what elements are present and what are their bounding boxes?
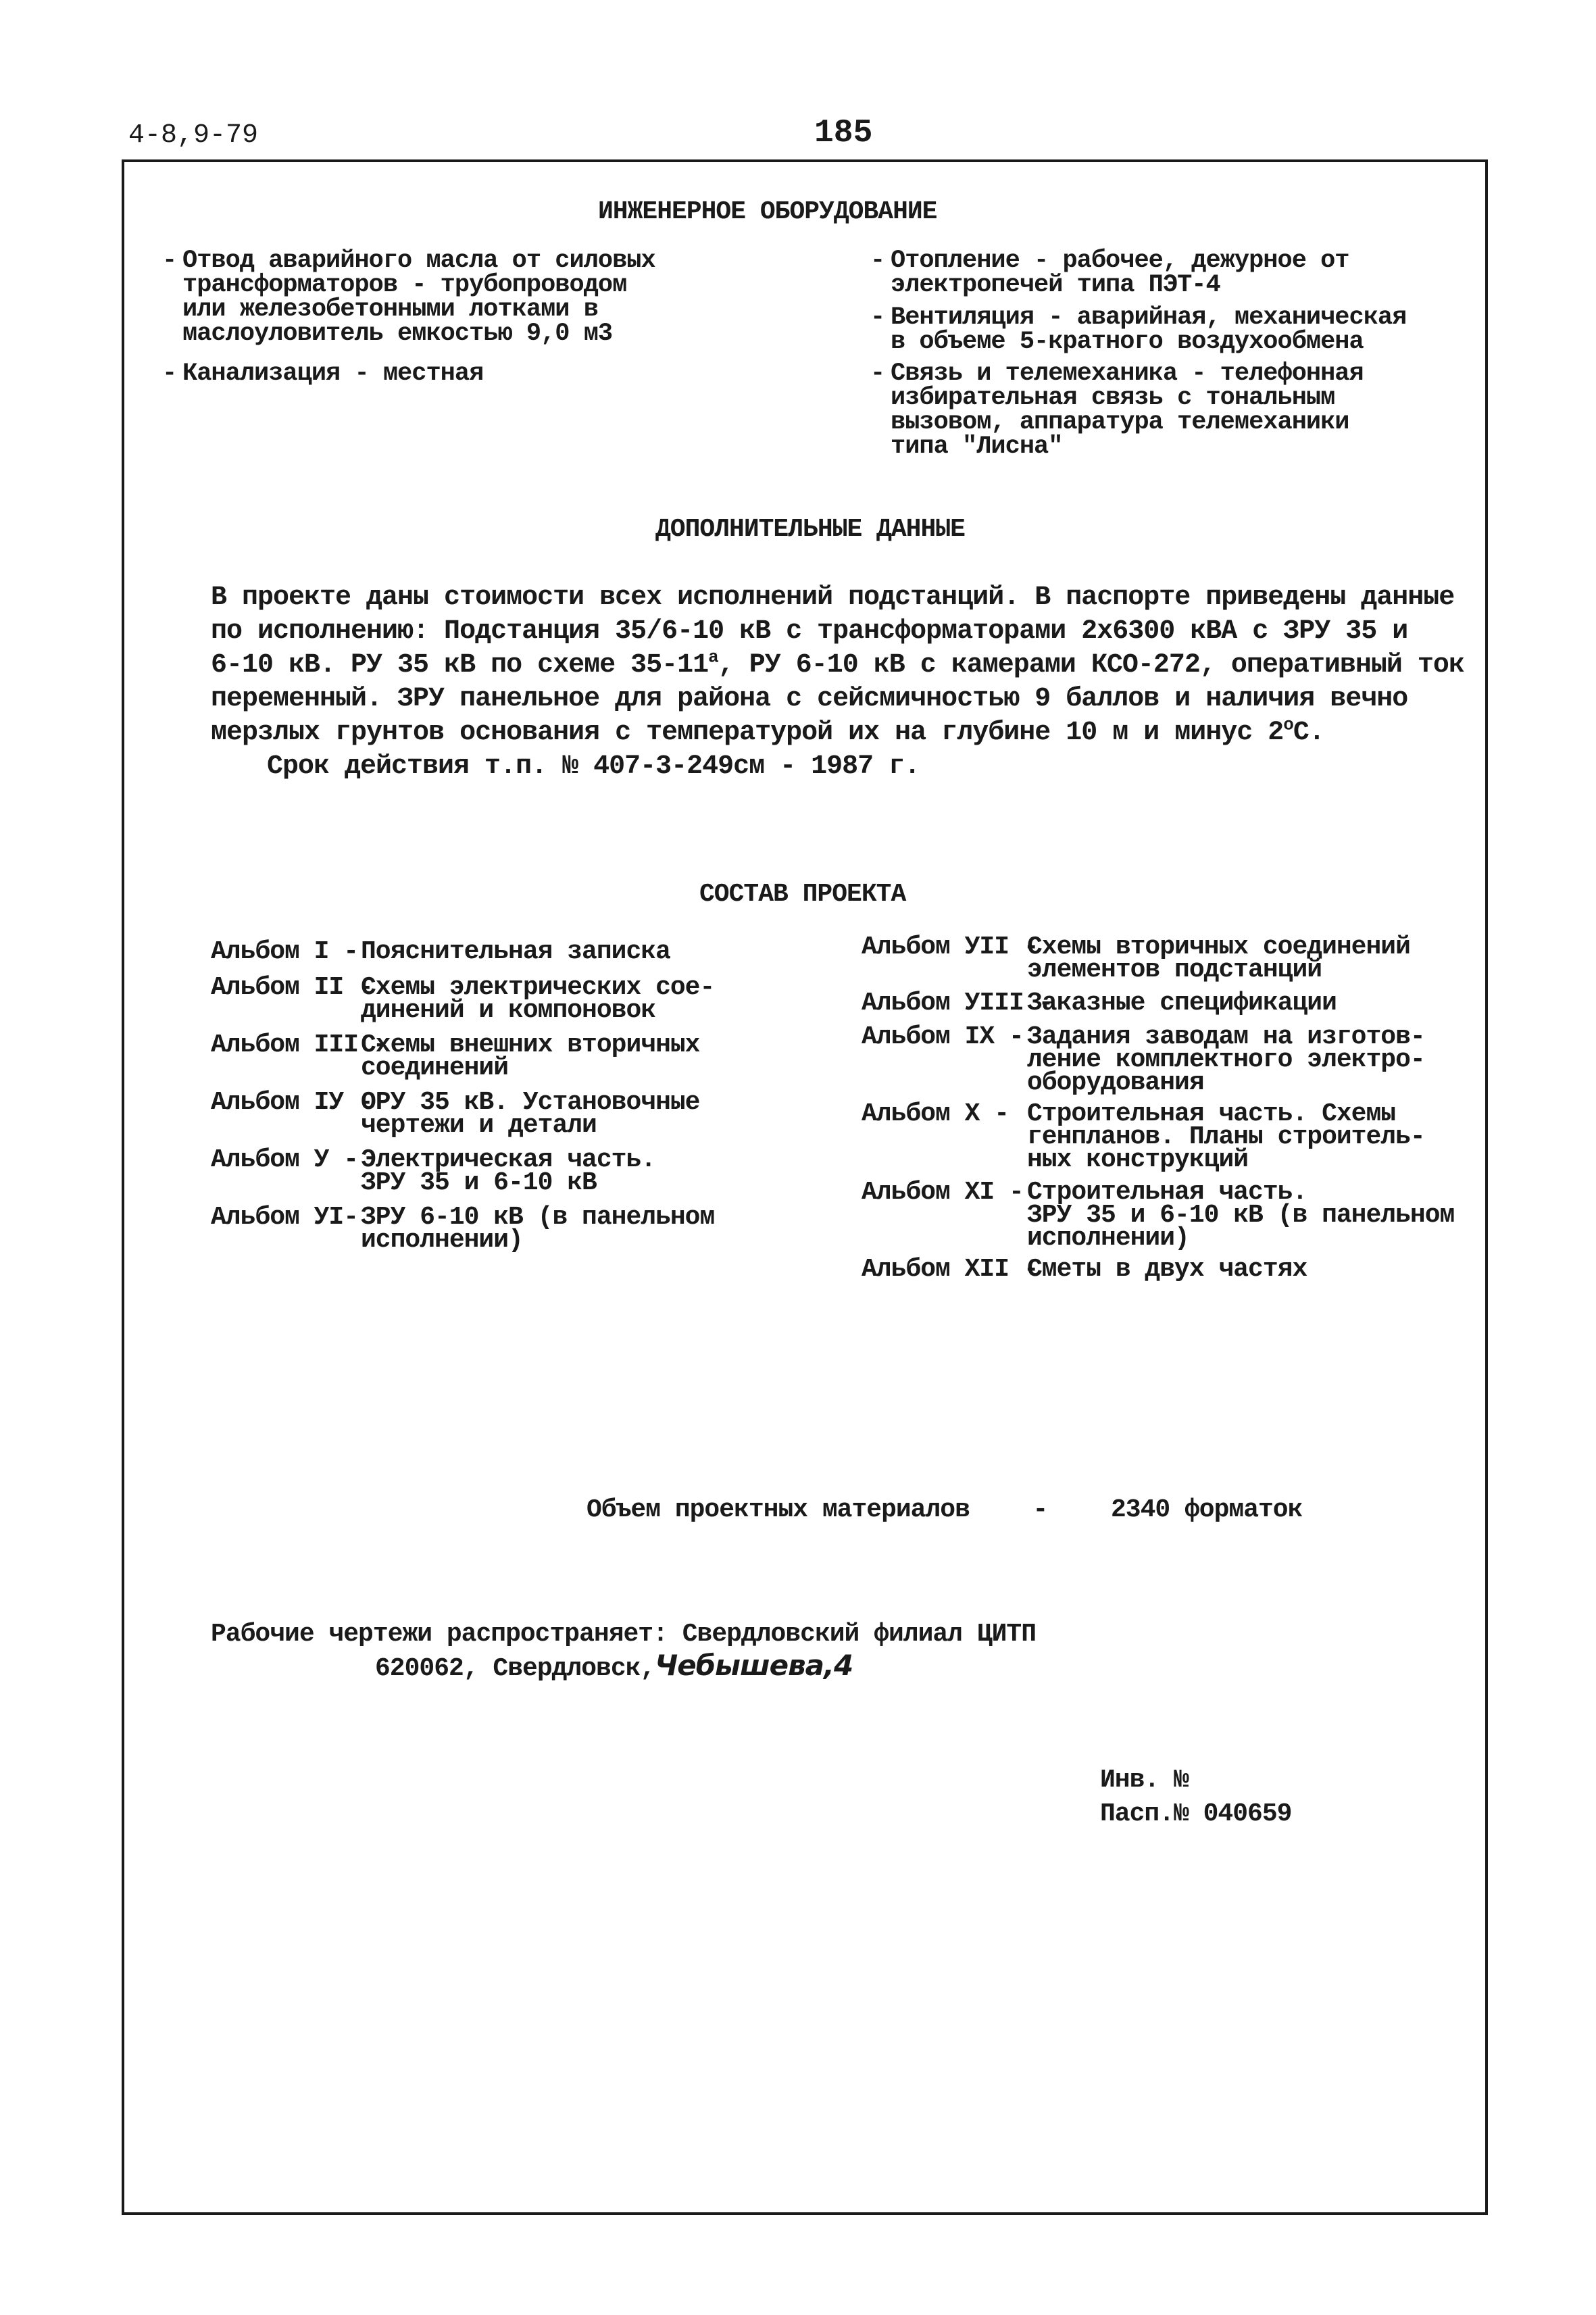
additional-paragraph — [211, 581, 1464, 750]
volume-dash: - — [1032, 1495, 1048, 1524]
text-line: Строительная часть. Схемы — [1027, 1099, 1396, 1128]
text-line: чертежи и детали — [361, 1111, 597, 1140]
album-label: Альбом УIII - — [862, 989, 1053, 1018]
text-line: электропечей типа ПЭТ-4 — [891, 271, 1220, 299]
address-handwritten: Чебышева,4 — [655, 1649, 853, 1682]
text-line: ЗРУ 35 и 6-10 кВ (в панельном — [1027, 1201, 1455, 1230]
passport-number: Пасп.№ 040659 — [1100, 1799, 1292, 1828]
text-line: ЗРУ 6-10 кВ (в панельном — [361, 1203, 715, 1232]
text-line: Схемы электрических сое- — [361, 973, 715, 1002]
composition-title: СОСТАВ ПРОЕКТА — [699, 880, 906, 909]
text-line: 6-10 кВ. РУ 35 кВ по схеме $35-11^а$, РУ 6-10 кВ с камерами КСО-272, оперативный ток — [211, 647, 1464, 680]
album-entry — [211, 1145, 656, 1197]
engineering-left-item-2: - Канализация - местная — [162, 359, 484, 388]
album-entry — [862, 1178, 1455, 1253]
text-line: избирательная связь с тональным — [891, 384, 1335, 412]
validity-line: Срок действия т.п. № 407-3-249см - 1987 г. — [267, 751, 920, 782]
album-entry — [211, 1088, 700, 1140]
distribution-line-2 — [375, 1649, 853, 1683]
album-entry — [862, 1099, 1425, 1174]
text-line: мерзлых грунтов основания с температурой их на глубине 10 м и минус $2^оС$. — [211, 714, 1324, 748]
album-label: Альбом III - — [211, 1030, 388, 1060]
text-line: Заказные спецификации — [1027, 989, 1337, 1018]
text-line: по исполнению: Подстанция 35/6-10 кВ с трансформаторами 2х6300 кВА с ЗРУ 35 и — [211, 616, 1408, 647]
album-entry — [862, 1255, 1307, 1284]
album-entry — [862, 989, 1337, 1018]
superscript: а — [708, 647, 718, 668]
engineering-right-item-1: - Отопление - рабочее, дежурное от электропечей типа ПЭТ-4 — [870, 247, 1349, 299]
volume-value: 2340 форматок — [1110, 1495, 1303, 1524]
text-line: Канализация - местная — [182, 359, 484, 388]
distribution-line-1: Рабочие чертежи распространяет: Свердловский филиал ЦИТП — [211, 1620, 1037, 1649]
text-line: Отопление - рабочее, дежурное от — [891, 247, 1349, 275]
text-line: Схемы внешних вторичных — [361, 1030, 700, 1060]
text-line: динений и компоновок — [361, 996, 656, 1025]
text-line: маслоуловитель емкостью 9,0 м3 — [182, 320, 613, 348]
text-line: в объеме 5-кратного воздухообмена — [891, 328, 1364, 356]
volume-label: Объем проектных материалов — [587, 1495, 970, 1524]
album-label: Альбом IУ - — [211, 1088, 373, 1117]
text-line: Строительная часть. — [1027, 1178, 1307, 1207]
page-number: 185 — [814, 115, 873, 151]
text-line: трансформаторов - трубопроводом — [182, 271, 627, 299]
album-entry — [862, 1022, 1425, 1097]
text-line: исполнении) — [361, 1226, 523, 1255]
album-label: Альбом II - — [211, 973, 373, 1002]
text-line: типа "Лисна" — [891, 432, 1063, 461]
engineering-title: ИНЖЕНЕРНОЕ ОБОРУДОВАНИЕ — [598, 197, 937, 226]
text-line: Вентиляция - аварийная, механическая — [891, 303, 1407, 332]
album-entry — [211, 973, 715, 1025]
additional-title: ДОПОЛНИТЕЛЬНЫЕ ДАННЫЕ — [655, 515, 965, 544]
degree-superscript: о — [1283, 714, 1293, 735]
album-label: Альбом УII - — [862, 932, 1039, 962]
text-line: вызовом, аппаратура телемеханики — [891, 408, 1349, 437]
engineering-left-item-1: - Отвод аварийного масла от силовых трансформаторов - трубопроводом или железобетонными лотками в маслоуловитель емкостью 9,0 м3 — [162, 247, 655, 348]
text-line: Связь и телемеханика - телефонная — [891, 359, 1364, 388]
text-line: ных конструкций — [1027, 1145, 1249, 1174]
text-line: элементов подстанций — [1027, 955, 1322, 985]
text-line: или железобетонными лотками в — [182, 295, 598, 324]
document-code: 4-8,9-79 — [128, 120, 259, 151]
album-label: Альбом XI - — [862, 1178, 1024, 1207]
text-line: Отвод аварийного масла от силовых — [182, 247, 655, 275]
engineering-right-item-2: - Вентиляция - аварийная, механическая в объеме 5-кратного воздухообмена — [870, 303, 1407, 356]
text-line: ление комплектного электро- — [1027, 1045, 1425, 1074]
album-entry — [862, 932, 1410, 985]
album-entry — [211, 937, 670, 966]
text-line: В проекте даны стоимости всех исполнений подстанций. В паспорте приведены данные — [211, 582, 1455, 613]
album-label: Альбом У - — [211, 1145, 359, 1174]
album-label: Альбом I - — [211, 937, 359, 966]
text-line: Пояснительная записка — [361, 937, 670, 966]
text-line: ОРУ 35 кВ. Установочные — [361, 1088, 700, 1117]
album-entry — [211, 1030, 700, 1082]
album-entry — [211, 1203, 715, 1255]
text-line: соединений — [361, 1053, 509, 1082]
text-line: исполнении) — [1027, 1224, 1189, 1253]
inventory-number: Инв. № — [1100, 1766, 1189, 1795]
album-label: Альбом УI- — [211, 1203, 359, 1232]
engineering-right-item-3: - Связь и телемеханика - телефонная избирательная связь с тональным вызовом, аппаратура телемеханики типа "Лисна" — [870, 359, 1364, 461]
text-line: переменный. ЗРУ панельное для района с сейсмичностью 9 баллов и наличия вечно — [211, 684, 1408, 714]
album-label: Альбом X - — [862, 1099, 1009, 1128]
text-line: Задания заводам на изготов- — [1027, 1022, 1425, 1051]
volume-line — [587, 1495, 1303, 1524]
text-line: Схемы вторичных соединений — [1027, 932, 1410, 962]
text-line: ЗРУ 35 и 6-10 кВ — [361, 1168, 597, 1197]
text-line: Электрическая часть. — [361, 1145, 656, 1174]
text-line: генпланов. Планы строитель- — [1027, 1122, 1425, 1151]
address-typed: 620062, Свердловск, — [375, 1654, 655, 1683]
text-line: оборудования — [1027, 1068, 1204, 1097]
text-line: Сметы в двух частях — [1027, 1255, 1307, 1284]
album-label: Альбом XII - — [862, 1255, 1039, 1284]
album-label: Альбом IX - — [862, 1022, 1024, 1051]
